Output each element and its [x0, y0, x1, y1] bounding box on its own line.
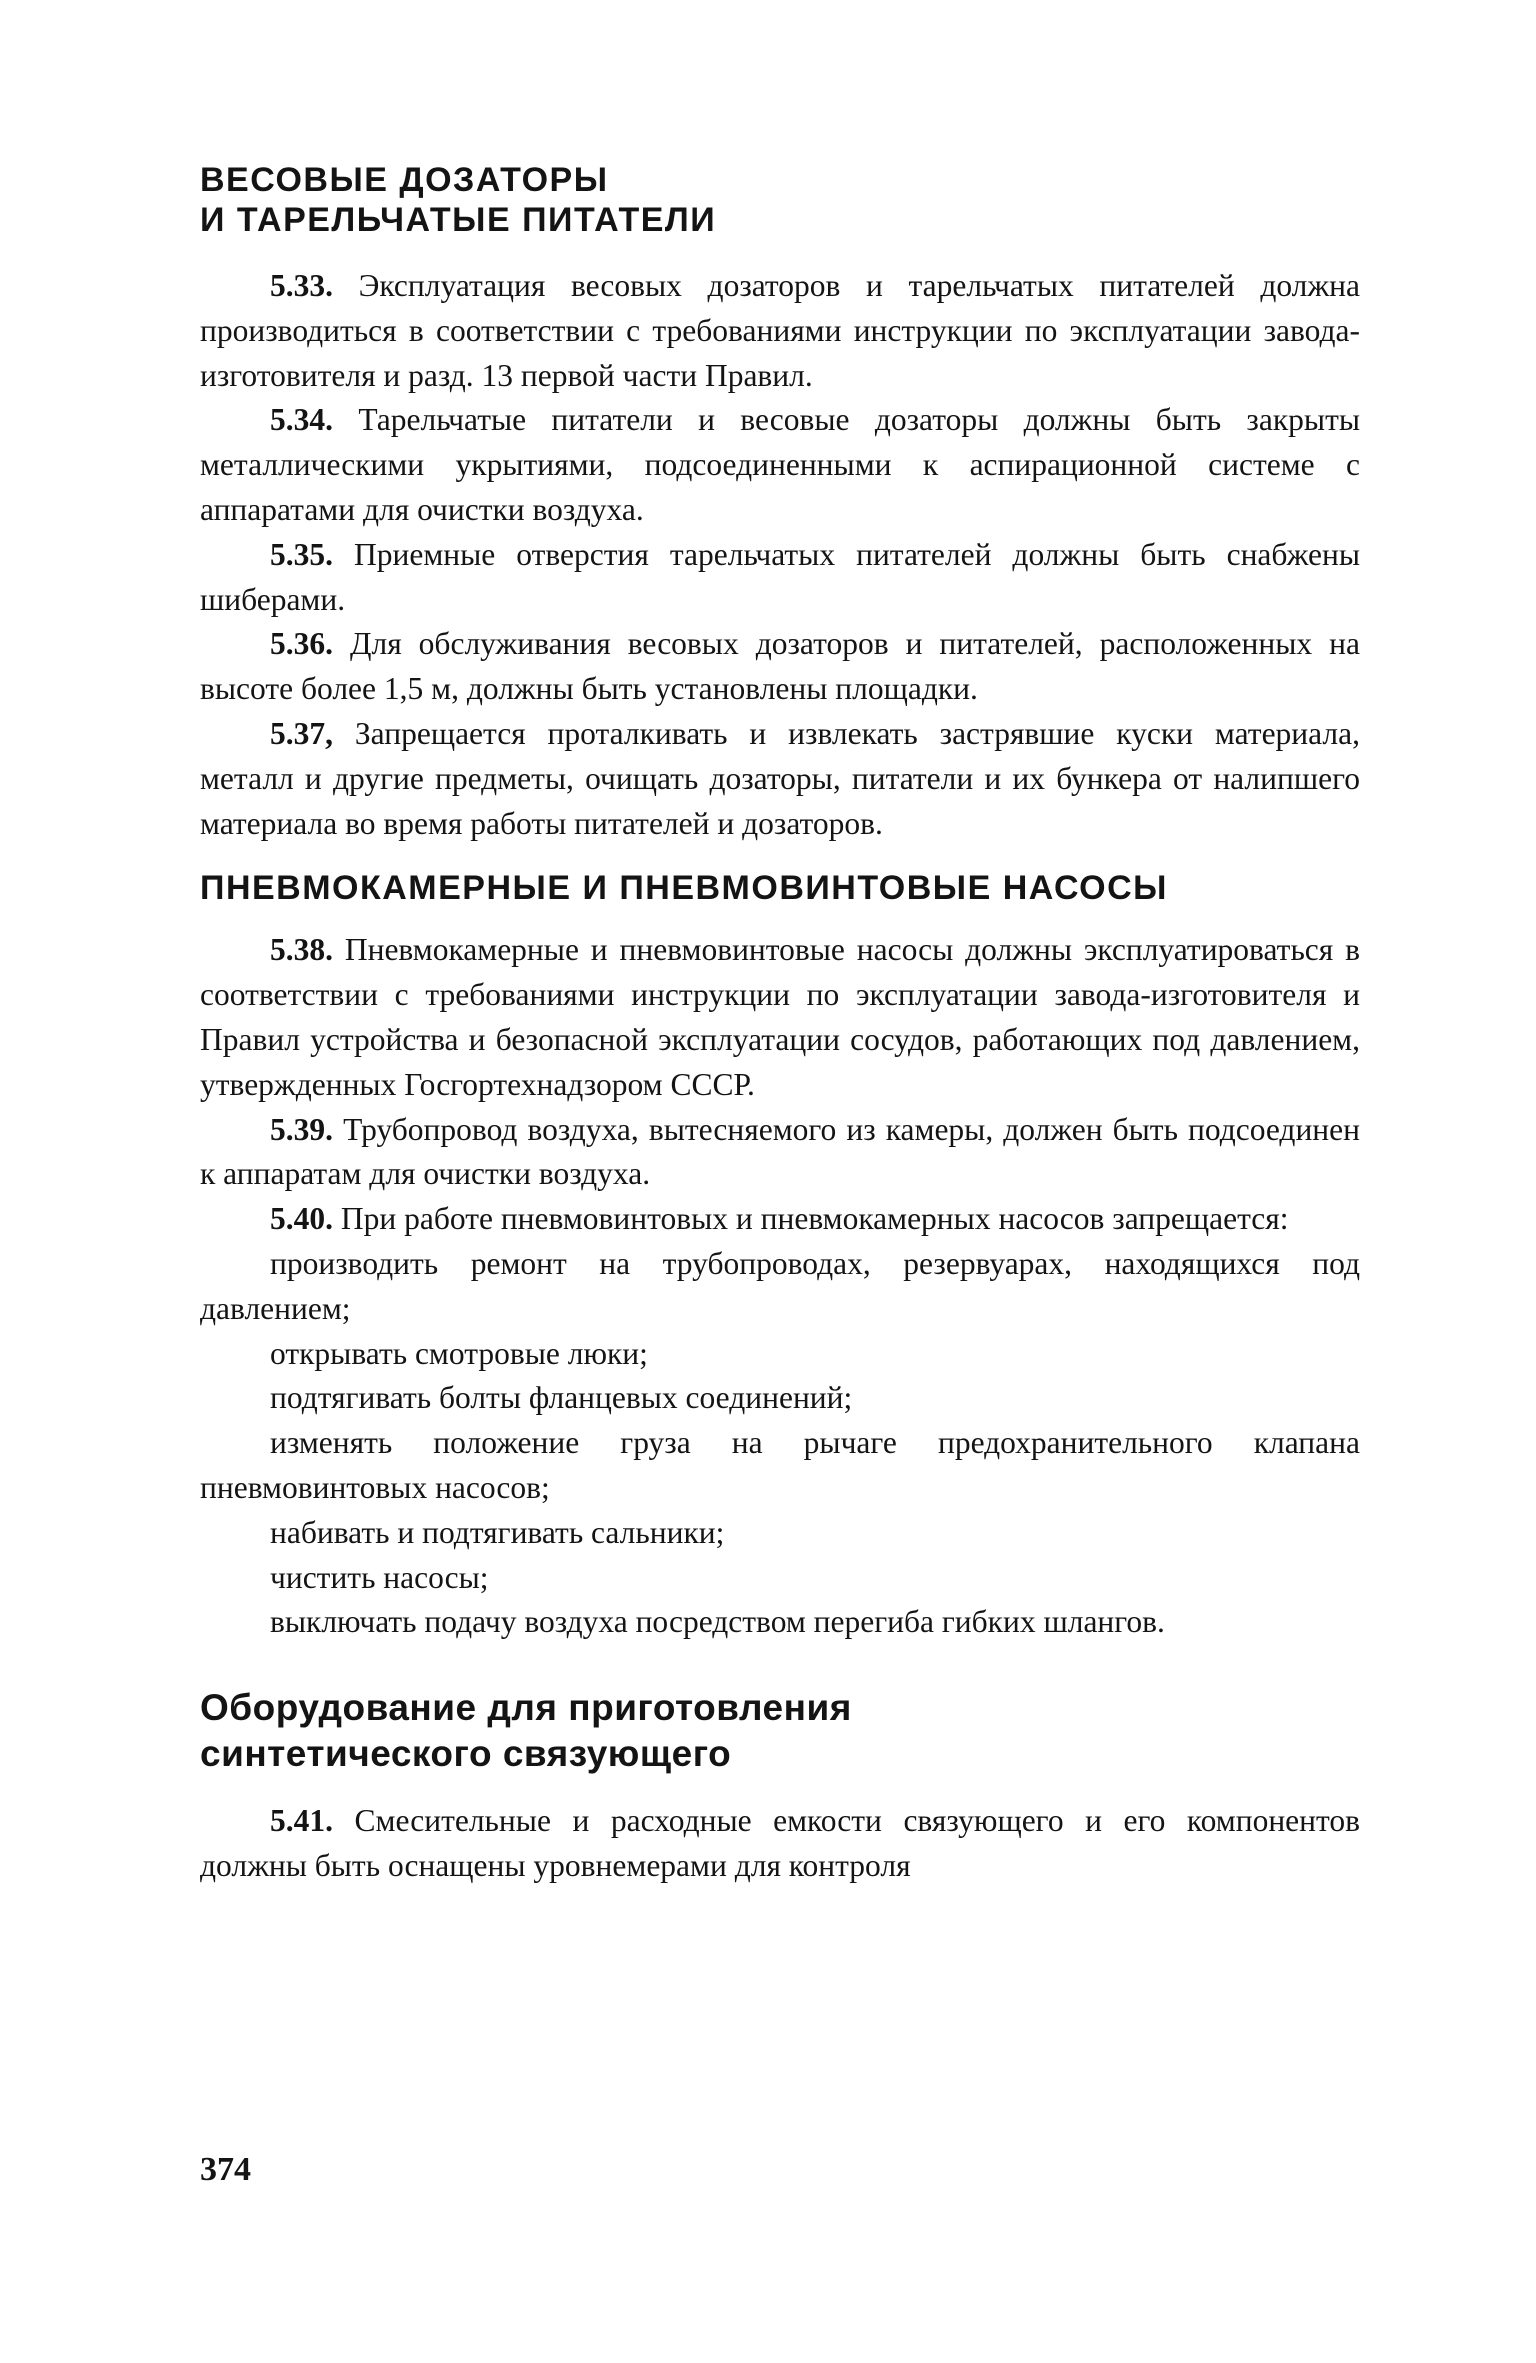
paragraph-5-36: [200, 622, 1360, 712]
clause-text: Запрещается проталкивать и извлекать застрявшие куски материала, металл и другие предметы, очищать дозаторы, питатели и их бункера от налипшего материала во время работы питателей и дозаторов.: [200, 715, 1360, 841]
clause-number: 5.41.: [270, 1803, 333, 1839]
section-heading-oborudovanie: [200, 1685, 1360, 1777]
paragraph-5-37: [200, 712, 1360, 846]
section-heading-dozatory: [200, 160, 1360, 240]
list-item: изменять положение груза на рычаге предохранительного клапана пневмовинтовых насосов;: [200, 1425, 1360, 1505]
clause-text: Эксплуатация весовых дозаторов и тарельчатых питателей должна производиться в соответствии с требованиями инструкции по эксплуатации завода-изготовителя и разд. 13 первой части Правил.: [200, 268, 1360, 393]
clause-number: 5.36.: [270, 626, 333, 662]
clause-text: Трубопровод воздуха, вытесняемого из камеры, должен быть подсоединен к аппаратам для очистки воздуха.: [200, 1111, 1360, 1192]
clause-number: 5.39.: [270, 1111, 333, 1147]
clause-number: 5.38.: [270, 932, 333, 968]
clause-number: 5.33.: [270, 268, 333, 303]
list-item: производить ремонт на трубопроводах, резервуарах, находящихся под давлением;: [200, 1245, 1360, 1326]
clause-text: Смесительные и расходные емкости связующего и его компонентов должны быть оснащены уровнемерами для контроля: [200, 1803, 1360, 1883]
clause-number: 5.37,: [270, 715, 333, 751]
list-item: набивать и подтягивать сальники;: [270, 1514, 725, 1550]
section-heading-line: И ТАРЕЛЬЧАТЫЕ ПИТАТЕЛИ: [200, 201, 717, 239]
section-heading-line: синтетического связующего: [200, 1733, 732, 1775]
section-heading-nasosy: ПНЕВМОКАМЕРНЫЕ И ПНЕВМОВИНТОВЫЕ НАСОСЫ: [200, 869, 1168, 908]
list-item: подтягивать болты фланцевых соединений;: [270, 1380, 853, 1416]
clause-number: 5.40.: [270, 1201, 333, 1237]
paragraph-5-41: [200, 1799, 1360, 1889]
list-item: чистить насосы;: [270, 1559, 489, 1595]
clause-text: Тарельчатые питатели и весовые дозаторы должны быть закрыты металлическими укрытиями, подсоединенными к аспирационной системе с аппаратами для очистки воздуха.: [200, 402, 1360, 527]
page-number: 374: [200, 2151, 251, 2188]
paragraph-5-34: [200, 398, 1360, 532]
paragraph-5-40: [200, 1197, 1360, 1242]
clause-number: 5.35.: [270, 536, 333, 572]
paragraph-5-39: [200, 1108, 1360, 1198]
section-heading-line: ВЕСОВЫЕ ДОЗАТОРЫ: [200, 161, 609, 199]
clause-number: 5.34.: [270, 402, 333, 438]
paragraph-5-35: [200, 533, 1360, 623]
list-item: открывать смотровые люки;: [270, 1335, 648, 1371]
paragraph-5-33: [200, 264, 1360, 398]
clause-text: При работе пневмовинтовых и пневмокамерных насосов запрещается:: [333, 1201, 1289, 1237]
document-page: [200, 150, 1360, 1889]
section-heading-line: Оборудование для приготовления: [200, 1687, 852, 1729]
clause-text: Для обслуживания весовых дозаторов и питателей, расположенных на высоте более 1,5 м, должны быть установлены площадки.: [200, 626, 1360, 707]
paragraph-5-38: [200, 928, 1360, 1107]
list-item: выключать подачу воздуха посредством перегиба гибких шлангов.: [270, 1604, 1165, 1640]
clause-text: Приемные отверстия тарельчатых питателей должны быть снабжены шиберами.: [200, 536, 1360, 617]
clause-text: Пневмокамерные и пневмовинтовые насосы должны эксплуатироваться в соответствии с требованиями инструкции по эксплуатации завода-изготовителя и Правил устройства и безопасной эксплуатации сосудов, работающих под давлением, утвержденных Госгортехнадзором СССР.: [200, 932, 1360, 1102]
